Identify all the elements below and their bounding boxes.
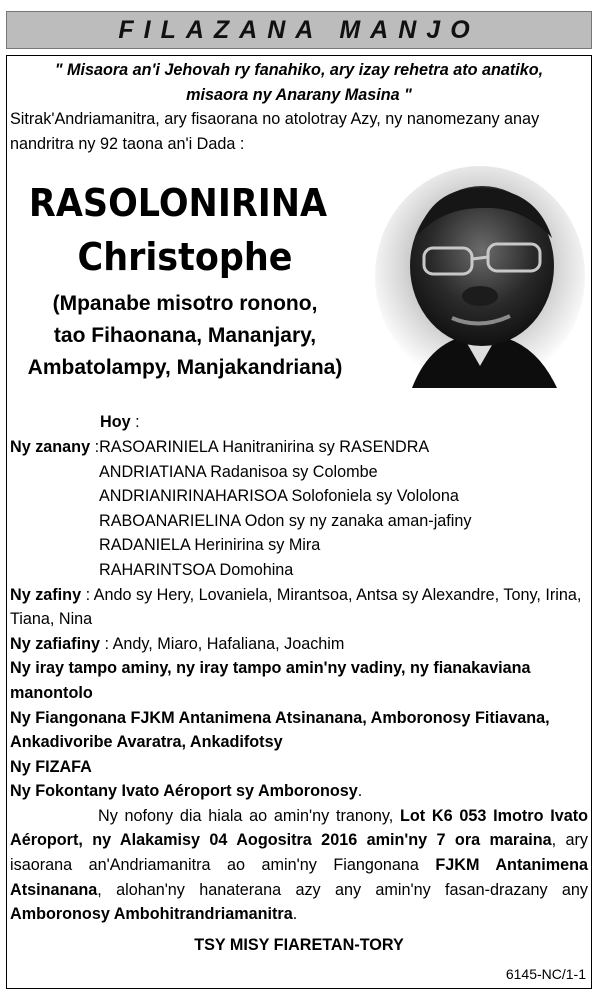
title-line: (Mpanabe misotro ronono, bbox=[52, 292, 318, 316]
title-line: Ambatolampy, Manjakandriana) bbox=[27, 356, 343, 380]
fizafa-line: Ny FIZAFA bbox=[10, 757, 92, 776]
funeral-announcement: Ny nofony dia hiala ao amin'ny tranony, Lot K6 053 Imotro Ivato Aéroport, ny Alakamisy 04 Aogositra 2016 amin'ny 7 ora maraina, ary isaorana an'Andriamanitra ao amin'ny Fiangonana FJKM Antanimena Atsinanana, alohan'ny hanaterana azy any amin'ny fasan-drazany any Amboronosy Ambohitrandriamanitra. bbox=[10, 806, 589, 924]
child-entry: RAHARINTSOA Domohina bbox=[99, 560, 294, 579]
quote-line-1: " Misaora an'i Jehovah ry fanahiko, ary izay rehetra ato anatiko, bbox=[54, 61, 544, 79]
closing-line: TSY MISY FIARETAN-TORY bbox=[194, 935, 404, 954]
grandchildren-list: Ny zafiny : Ando sy Hery, Lovaniela, Mirantsoa, Antsa sy Alexandre, Tony, Irina, Tiana, Nina bbox=[10, 585, 582, 629]
family-line: Ny iray tampo aminy, ny iray tampo amin'ny vadiny, ny fianakaviana manontolo bbox=[10, 659, 531, 702]
child-entry: ANDRIATIANA Radanisoa sy Colombe bbox=[99, 462, 378, 481]
children-label: Ny zanany bbox=[10, 437, 95, 456]
deceased-firstname: Christophe bbox=[77, 235, 293, 280]
reference-code: 6145-NC/1-1 bbox=[505, 966, 586, 982]
great-grandchildren-list: Ny zafiafiny : Andy, Miaro, Hafaliana, Joachim bbox=[10, 634, 345, 653]
hoy-label: Hoy : bbox=[100, 413, 140, 432]
child-entry: RADANIELA Herinirina sy Mira bbox=[99, 536, 321, 555]
bible-quote bbox=[10, 58, 588, 107]
title-line: tao Fihaonana, Mananjary, bbox=[53, 324, 317, 348]
intro-text: Sitrak'Andriamanitra, ary fisaorana no atolotray Azy, ny nanomezany anay nandritra ny 92 taona an'i Dada : bbox=[10, 110, 540, 153]
deceased-titles bbox=[10, 288, 360, 384]
notice-title: FILAZANA MANJO bbox=[118, 15, 480, 44]
child-entry: :RASOARINIELA Hanitranirina sy RASENDRA bbox=[94, 437, 430, 456]
church-line: Ny Fiangonana FJKM Antanimena Atsinanana, Amboronosy Fitiavana, Ankadivoribe Avaratra, Ankadifotsy bbox=[10, 708, 550, 752]
notice-body bbox=[10, 58, 588, 957]
fokontany-line: Ny Fokontany Ivato Aéroport sy Amboronosy. bbox=[10, 782, 363, 801]
notice-header bbox=[6, 11, 592, 49]
deceased-block bbox=[10, 156, 588, 410]
deceased-surname: RASOLONIRINA bbox=[28, 181, 328, 226]
quote-line-2: misaora ny Anarany Masina " bbox=[186, 85, 412, 104]
child-entry: RABOANARIELINA Odon sy ny zanaka aman-jafiny bbox=[99, 511, 472, 530]
children-list bbox=[10, 435, 588, 460]
deceased-portrait bbox=[372, 166, 586, 388]
child-entry: ANDRIANIRINAHARISOA Solofoniela sy Vololona bbox=[99, 487, 459, 506]
